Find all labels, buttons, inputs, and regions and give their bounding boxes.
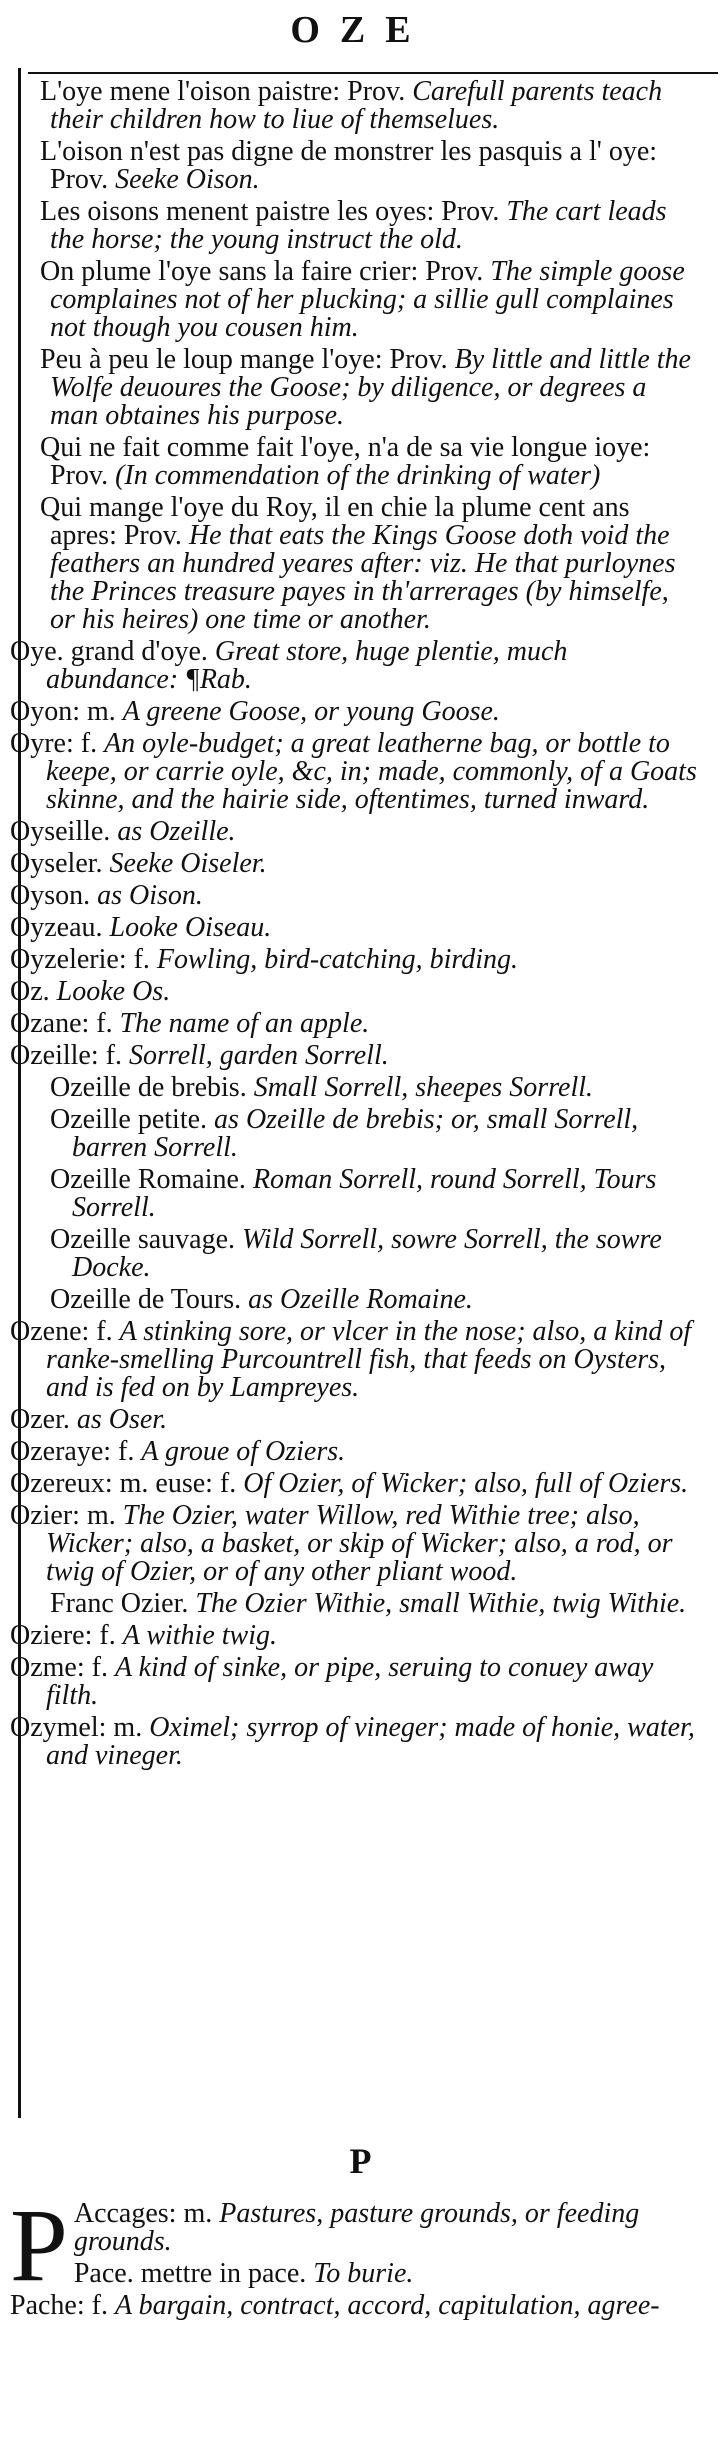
entry-headword: L'oye mene l'oison paistre: Prov. — [40, 76, 406, 107]
dictionary-entry — [0, 434, 721, 490]
dictionary-entry — [0, 698, 721, 726]
entry-headword: Qui mange l'oye du Roy, il en chie la plume cent ans apres: Prov. — [40, 492, 630, 551]
entry-headword: L'oison n'est pas digne de monstrer les pasquis a l' oye: Prov. — [40, 136, 658, 195]
entry-headword: Oyseille. — [10, 816, 111, 847]
entry-gloss: Of Ozier, of Wicker; also, full of Oziers. — [243, 1468, 689, 1499]
entry-gloss: as Ozeille Romaine. — [248, 1284, 473, 1315]
dictionary-entry — [0, 1226, 721, 1282]
dictionary-entry — [0, 138, 721, 194]
entry-gloss: A bargain, contract, accord, capitulation, agree- — [114, 2290, 660, 2321]
dictionary-entry — [0, 1470, 721, 1498]
drop-cap: P — [10, 2188, 68, 2303]
entry-gloss: Seeke Oison. — [115, 164, 260, 195]
entry-gloss: as Oison. — [97, 880, 203, 911]
dictionary-entry — [0, 1042, 721, 1070]
entry-headword: Oziere: f. — [10, 1620, 116, 1651]
entry-gloss: Sorrell, garden Sorrell. — [128, 1040, 389, 1071]
dictionary-entry — [0, 1106, 721, 1162]
p-entry-list — [0, 2188, 721, 2324]
entry-gloss: Wild Sorrell, sowre Sorrell, the sowre Docke. — [72, 1224, 662, 1283]
dictionary-entry — [0, 1502, 721, 1586]
entry-gloss: Looke Oiseau. — [109, 912, 272, 943]
entry-gloss: Fowling, bird-catching, birding. — [156, 944, 519, 975]
entry-gloss: The Ozier, water Willow, red Withie tree; also, Wicker; also, a basket, or skip of Wicker; also, a rod, or twig of Ozier, or of any other pliant wood. — [46, 1500, 673, 1587]
dictionary-entry — [0, 914, 721, 942]
entry-headword: Oyre: f. — [10, 728, 98, 759]
entry-headword: Ozeraye: f. — [10, 1436, 135, 1467]
entry-gloss: (In commendation of the drinking of water) — [115, 460, 601, 491]
entry-headword: Ozene: f. — [10, 1316, 113, 1347]
entry-headword: Ozymel: m. — [10, 1712, 143, 1743]
dictionary-entry — [0, 494, 721, 634]
dictionary-entry — [0, 1406, 721, 1434]
entry-headword: Oyseler. — [10, 848, 103, 879]
entry-headword: Ozeille sauvage. — [50, 1224, 236, 1255]
section-letter: P — [349, 2141, 372, 2181]
entry-gloss: A kind of sinke, or pipe, seruing to conuey away filth. — [46, 1652, 654, 1711]
dictionary-entry — [0, 1074, 721, 1102]
entry-gloss: Carefull parents teach their children how to liue of themselues. — [50, 76, 663, 135]
dictionary-entry — [0, 1166, 721, 1222]
entry-gloss: A groue of Oziers. — [141, 1436, 346, 1467]
dictionary-entry — [0, 1286, 721, 1314]
entry-headword: On plume l'oye sans la faire crier: Prov. — [40, 256, 484, 287]
entry-headword: Ozeille: f. — [10, 1040, 122, 1071]
entry-headword: Ozeille de brebis. — [50, 1072, 247, 1103]
entry-gloss: A greene Goose, or young Goose. — [122, 696, 500, 727]
entry-headword: Ozane: f. — [10, 1008, 113, 1039]
dictionary-entry — [0, 1438, 721, 1466]
page-headword: OZE — [290, 9, 431, 51]
entry-headword: Pache: f. — [10, 2290, 108, 2321]
entry-headword: Oye. grand d'oye. — [10, 636, 208, 667]
entry-gloss: Small Sorrell, sheepes Sorrell. — [253, 1072, 594, 1103]
entry-headword: Les oisons menent paistre les oyes: Prov. — [40, 196, 500, 227]
entry-headword: Oyzelerie: f. — [10, 944, 150, 975]
entry-list — [0, 78, 721, 1774]
entry-headword: Ozme: f. — [10, 1652, 108, 1683]
entry-gloss: Oximel; syrrop of vineger; made of honie, water, and vineger. — [46, 1712, 695, 1771]
header-rule — [28, 72, 718, 74]
entry-gloss: By little and little the Wolfe deuoures the Goose; by diligence, or degrees a man obtaines his purpose. — [50, 344, 691, 431]
dictionary-entry — [0, 1622, 721, 1650]
entry-headword: Ozereux: m. euse: f. — [10, 1468, 237, 1499]
entry-gloss: An oyle-budget; a great leatherne bag, or bottle to keepe, or carrie oyle, &c, in; made, commonly, of a Goats skinne, and the hairie side, oftentimes, turned inward. — [46, 728, 697, 815]
entry-gloss: Roman Sorrell, round Sorrell, Tours Sorrell. — [72, 1164, 657, 1223]
entry-gloss: He that eats the Kings Goose doth void the feathers an hundred yeares after: viz. He that purloynes the Princes treasure payes in th'arrerages (by himselfe, or his heires) one time or another. — [50, 520, 676, 635]
entry-gloss: The simple goose complaines not of her plucking; a sillie gull complaines not though you cousen him. — [50, 256, 685, 343]
dictionary-entry — [0, 198, 721, 254]
dictionary-entry — [0, 2260, 721, 2288]
entry-headword: Ozeille petite. — [50, 1104, 208, 1135]
entry-headword: Ozeille de Tours. — [50, 1284, 242, 1315]
entry-gloss: as Ozeille de brebis; or, small Sorrell, barren Sorrell. — [72, 1104, 639, 1163]
entry-gloss: The name of an apple. — [119, 1008, 370, 1039]
entry-gloss: Great store, huge plentie, much abundance: ¶Rab. — [46, 636, 568, 695]
entry-headword: Oz. — [10, 976, 50, 1007]
dictionary-entry — [0, 258, 721, 342]
entry-headword: Ozer. — [10, 1404, 70, 1435]
entry-headword: Oyon: m. — [10, 696, 116, 727]
dictionary-entry — [0, 78, 721, 134]
dictionary-entry — [0, 818, 721, 846]
entry-gloss: as Oser. — [76, 1404, 168, 1435]
dictionary-entry — [0, 2292, 721, 2320]
dictionary-entry — [0, 882, 721, 910]
dictionary-entry — [0, 1714, 721, 1770]
dictionary-entry — [0, 1590, 721, 1618]
dictionary-entry — [0, 1010, 721, 1038]
entry-headword: Ozeille Romaine. — [50, 1164, 246, 1195]
entry-gloss: The Ozier Withie, small Withie, twig Withie. — [195, 1588, 687, 1619]
entry-headword: Ozier: m. — [10, 1500, 116, 1531]
dictionary-entry — [0, 850, 721, 878]
entry-gloss: The cart leads the horse; the young instruct the old. — [50, 196, 667, 255]
entry-headword: Oyson. — [10, 880, 91, 911]
entry-gloss: A stinking sore, or vlcer in the nose; also, a kind of ranke-smelling Purcountrell fish, that feeds on Oysters, and is fed on by Lampreyes. — [46, 1316, 692, 1403]
dictionary-entry — [0, 730, 721, 814]
dictionary-entry — [0, 1318, 721, 1402]
entry-gloss: A withie twig. — [122, 1620, 277, 1651]
entry-headword: Accages: m. — [73, 2198, 213, 2229]
entry-gloss: Pastures, pasture grounds, or feeding grounds. — [73, 2198, 640, 2257]
entry-headword: Qui ne fait comme fait l'oye, n'a de sa vie longue ioye: Prov. — [40, 432, 651, 491]
entry-headword: Oyzeau. — [10, 912, 103, 943]
dictionary-entry — [0, 978, 721, 1006]
entry-gloss: as Ozeille. — [117, 816, 236, 847]
entry-headword: Pace. mettre in pace. — [73, 2258, 307, 2289]
entry-gloss: To burie. — [313, 2258, 414, 2289]
entry-headword: Franc Ozier. — [50, 1588, 189, 1619]
dictionary-entry — [0, 638, 721, 694]
dictionary-entry — [0, 1654, 721, 1710]
dictionary-entry — [0, 346, 721, 430]
entry-gloss: Looke Os. — [56, 976, 171, 1007]
entry-gloss: Seeke Oiseler. — [109, 848, 267, 879]
entry-headword: Peu à peu le loup mange l'oye: Prov. — [40, 344, 448, 375]
dictionary-entry — [0, 946, 721, 974]
